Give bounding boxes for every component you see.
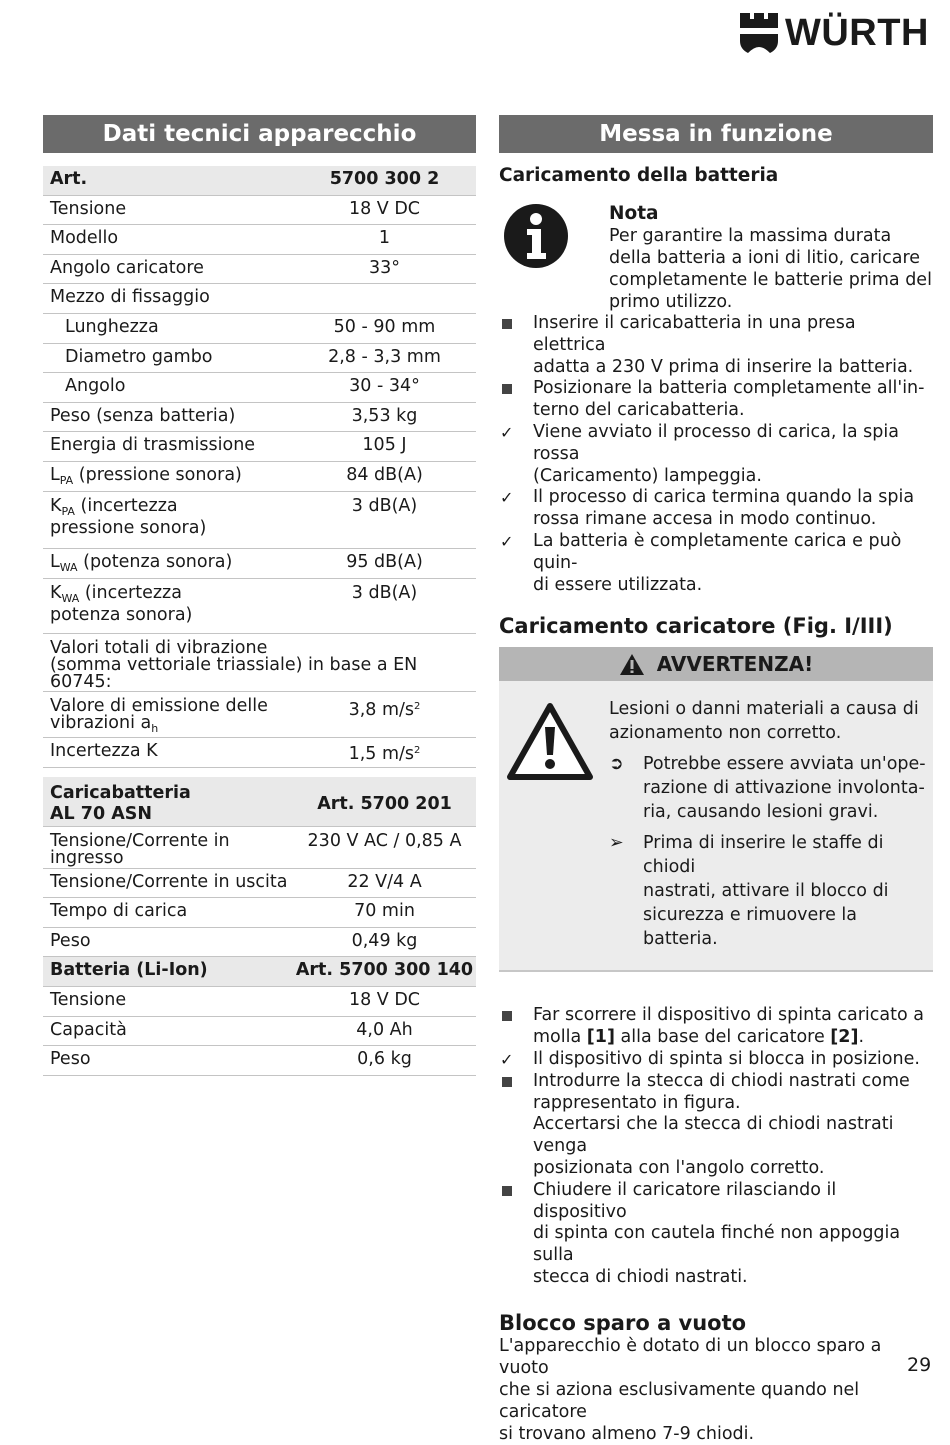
note-line: primo utilizzo. <box>609 292 733 312</box>
warning-triangle-icon <box>507 703 593 781</box>
kpa-row: $K_{PA}$ (incertezza pressione sonora) 3 dB(A) <box>43 492 476 549</box>
spec-label: Peso <box>50 930 91 951</box>
spec-row <box>43 344 476 374</box>
list-item-line: Chiudere il caricatore rilasciando il dispositivo <box>533 1179 837 1222</box>
list-item-line: terno del caricabatteria. <box>533 400 745 421</box>
spec-value: 18 V DC <box>348 198 421 219</box>
warning-action-line: sicurezza e rimuovere la batteria. <box>643 905 858 950</box>
square-bullet-icon <box>499 378 533 422</box>
checkmark-icon: ✓ <box>500 531 514 551</box>
kwa-row: $K_{WA}$ (incertezza potenza sonora) 3 dB(A) <box>43 579 476 634</box>
spec-row <box>43 166 476 196</box>
spec-label: Angolo <box>65 376 126 397</box>
spec-row <box>43 827 476 869</box>
text-fragment: . <box>858 1027 865 1048</box>
warning-intro <box>609 697 933 745</box>
list-item-line: Posizionare la batteria completamente all'in- <box>533 378 925 399</box>
list-item-line: rappresentato in figura. <box>533 1092 741 1113</box>
lpa-row: $L_{PA}$ (pressione sonora) 84 dB(A) <box>43 462 476 492</box>
spec-value: 1 <box>378 228 391 249</box>
paragraph-line: L'apparecchio è dotato di un blocco sparo a vuoto <box>499 1335 882 1378</box>
figure-reference: [2] <box>830 1027 859 1048</box>
list-item-line: adatta a 230 V prima di inserire la batteria. <box>533 356 914 377</box>
list-item <box>499 487 933 531</box>
warning-box <box>499 647 933 972</box>
list-item <box>499 422 933 487</box>
spec-label: Mezzo di fissaggio <box>50 287 210 308</box>
list-item <box>499 1005 933 1049</box>
info-icon <box>503 203 569 269</box>
spec-row <box>43 403 476 433</box>
lwa-row: $L_{WA}$ (potenza sonora) 95 dB(A) <box>43 549 476 579</box>
warning-consequence <box>609 752 933 824</box>
spec-row <box>43 1017 476 1047</box>
spec-label: Diametro gambo <box>65 346 213 367</box>
spec-label: Tensione <box>50 989 127 1010</box>
spec-row <box>43 284 476 314</box>
list-item-line: di essere utilizzata. <box>533 574 703 595</box>
emission-row: Valore di emissione delle vibrazioni $a_h$ 3,8 $m/s^2$ <box>43 692 476 738</box>
note-line: Per garantire la massima durata <box>609 226 892 246</box>
spec-label: Modello <box>50 228 119 249</box>
spec-value: 33° <box>368 257 401 278</box>
magazine-loading-heading: Caricamento caricatore (Fig. I/III) <box>499 614 893 639</box>
spec-value: 5700 300 2 <box>329 169 440 189</box>
uncertainty-row: Incertezza K 1,5 $m/s^2$ <box>43 738 476 768</box>
battery-header-row: Batteria (Li-Ion) Art. 5700 300 140 <box>43 957 476 987</box>
list-item <box>499 1049 933 1071</box>
list-item-line: Inserire il caricabatteria in una presa elettrica <box>533 313 856 355</box>
spec-value: 0,6 kg <box>357 1049 412 1070</box>
spec-value: 105 J <box>362 435 407 456</box>
note-block <box>499 203 933 313</box>
charger-header-row: Caricabatteria AL 70 ASN Art. 5700 201 <box>43 777 476 827</box>
warning-action-line: nastrati, attivare il blocco di <box>643 881 889 902</box>
spec-row <box>43 1046 476 1076</box>
text-fragment: molla <box>533 1027 587 1048</box>
consequence-arrow-icon: ➲ <box>609 754 624 775</box>
spec-value: 3,53 kg <box>351 405 418 426</box>
warning-action-line: Prima di inserire le staffe di chiodi <box>643 833 884 878</box>
spec-label: Tensione/Corrente in ingresso <box>50 830 230 868</box>
spec-label: Art. <box>50 169 88 189</box>
spec-value: 22 V/4 A <box>347 871 422 892</box>
list-item-line: di spinta con cautela finché non appoggia sulla <box>533 1223 901 1266</box>
spec-value: 70 min <box>354 901 415 922</box>
checkmark-icon: ✓ <box>500 488 514 508</box>
list-item-line: Il dispositivo di spinta si blocca in posizione. <box>533 1048 920 1069</box>
wurth-logo <box>740 13 929 53</box>
right-section-title: Messa in funzione <box>499 115 933 153</box>
spec-label: Tempo di carica <box>50 901 188 922</box>
spec-value: 2,8 - 3,3 mm <box>328 346 441 367</box>
text-fragment: alla base del caricatore <box>614 1027 831 1048</box>
spec-row <box>43 928 476 958</box>
checkmark-icon: ✓ <box>500 1049 514 1069</box>
list-item <box>499 313 933 378</box>
spec-row <box>43 196 476 226</box>
checkmark-icon: ✓ <box>500 422 514 442</box>
wurth-logo-mark-icon <box>740 13 778 53</box>
warning-consequence-line: razione di attivazione involonta- <box>643 778 925 799</box>
note-title: Nota <box>609 203 659 224</box>
spec-value: 4,0 Ah <box>356 1019 413 1040</box>
spec-label: Angolo caricatore <box>50 257 204 278</box>
list-item <box>499 1180 933 1289</box>
page-number: 29 <box>907 1354 932 1376</box>
spec-label: Energia di trasmissione <box>50 435 256 456</box>
list-item-line: posizionata con l'angolo corretto. <box>533 1157 825 1178</box>
warning-title: AVVERTENZA! <box>656 652 814 677</box>
list-item-line: Introdurre la stecca di chiodi nastrati come <box>533 1070 910 1091</box>
list-item-line: rossa rimane accesa in modo continuo. <box>533 509 877 530</box>
list-item <box>499 1071 933 1180</box>
spec-value: 18 V DC <box>348 989 421 1010</box>
commissioning-column <box>499 115 933 1445</box>
spec-value: 0,49 kg <box>351 930 418 951</box>
spec-label: Tensione/Corrente in uscita <box>50 871 288 892</box>
square-bullet-icon <box>499 1071 533 1180</box>
spec-value: 30 - 34° <box>349 376 420 397</box>
action-arrow-icon: ➢ <box>609 833 624 854</box>
spec-row <box>43 225 476 255</box>
charging-steps <box>499 313 933 596</box>
warning-consequence-line: Potrebbe essere avviata un'ope- <box>643 754 926 775</box>
list-item-line <box>533 1027 933 1049</box>
list-item-line: Accertarsi che la stecca di chiodi nastrati venga <box>533 1114 894 1157</box>
list-item-line: (Caricamento) lampeggia. <box>533 465 762 486</box>
spec-value: 230 V AC / 0,85 A <box>307 830 462 851</box>
spec-label: Capacità <box>50 1019 127 1040</box>
battery-charging-heading: Caricamento della batteria <box>499 165 779 186</box>
warning-intro-line: azionamento non corretto. <box>609 723 842 744</box>
paragraph-line: si trovano almeno 7-9 chiodi. <box>499 1423 755 1444</box>
list-item-line: La batteria è completamente carica e può quin- <box>533 530 902 573</box>
loading-steps <box>499 1005 933 1288</box>
list-item-line: stecca di chiodi nastrati. <box>533 1266 748 1287</box>
note-line: della batteria a ioni di litio, caricare <box>609 248 921 268</box>
warning-intro-line: Lesioni o danni materiali a causa di <box>609 699 919 720</box>
spec-label: Lunghezza <box>65 316 159 337</box>
spec-row <box>43 373 476 403</box>
spec-label: Peso <box>50 1049 91 1070</box>
square-bullet-icon <box>499 1180 533 1289</box>
spec-table <box>43 166 476 1076</box>
figure-reference: [1] <box>586 1027 615 1048</box>
vibration-intro-row: Valori totali di vibrazione (somma vettoriale triassiale) in base a EN 60745: <box>43 634 476 692</box>
spec-label: Tensione <box>50 198 127 219</box>
spec-row <box>43 432 476 462</box>
warning-action <box>609 831 933 951</box>
spec-row <box>43 255 476 285</box>
list-item-line: Far scorrere il dispositivo di spinta caricato a <box>533 1005 924 1026</box>
warning-small-icon <box>619 653 645 676</box>
dry-fire-lockout-heading: Blocco sparo a vuoto <box>499 1310 747 1335</box>
brand-name: WÜRTH <box>785 12 929 54</box>
spec-row <box>43 869 476 899</box>
spec-row <box>43 314 476 344</box>
paragraph-line: che si aziona esclusivamente quando nel caricatore <box>499 1379 860 1422</box>
list-item <box>499 378 933 422</box>
left-section-title: Dati tecnici apparecchio <box>43 115 476 153</box>
warning-consequence-line: ria, causando lesioni gravi. <box>643 802 879 823</box>
dry-fire-lockout-text <box>499 1335 933 1445</box>
spec-row <box>43 898 476 928</box>
list-item-line: Viene avviato il processo di carica, la spia rossa <box>533 421 899 464</box>
square-bullet-icon <box>499 313 533 378</box>
technical-data-column <box>43 115 476 1076</box>
spec-row <box>43 987 476 1017</box>
spec-label: Peso (senza batteria) <box>50 405 236 426</box>
list-item <box>499 531 933 596</box>
square-bullet-icon <box>499 1005 533 1049</box>
note-line: completamente le batterie prima del <box>609 270 932 290</box>
list-item-line: Il processo di carica termina quando la spia <box>533 487 915 508</box>
spec-value: 50 - 90 mm <box>333 316 436 337</box>
